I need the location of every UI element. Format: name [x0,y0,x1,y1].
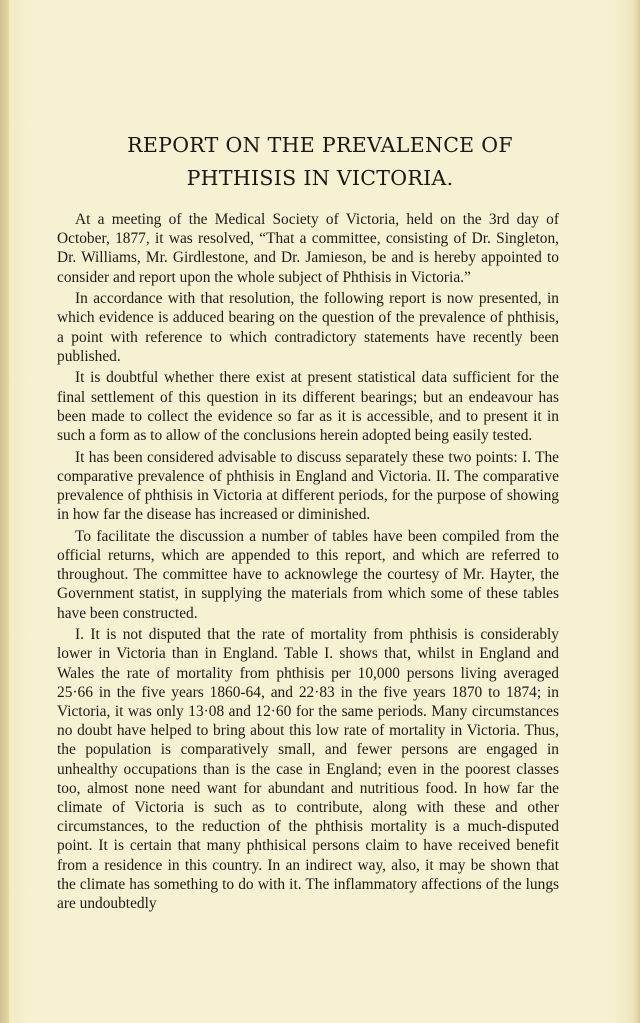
title-line-1: REPORT ON THE PREVALENCE OF [127,133,513,157]
paragraph: In accordance with that resolution, the following report is now presented, in which evidence is adduced bearing on the question of the prevalence of phthisis, a point with reference to which contradictory statements have recently been published. [57,290,559,365]
report-title [40,129,600,195]
paragraph: I. It is not disputed that the rate of mortality from phthisis is considerably lower in Victoria than in England. Table I. shows that, whilst in England and Wales the rate of mortality from phthisis per 10,000 persons living averaged 25·66 in the five years 1860-64, and 22·83 in the five years 1870 to 1874; in Victoria, it was only 13·08 and 12·60 for the same periods. Many circumstances no doubt have helped to bring about this low rate of mortality in Victoria. Thus, the population is comparatively small, and fewer persons are engaged in unhealthy occupations than is the case in England; even in the poorest classes too, almost none need want for abundant and nutritious food. In how far the climate of Victoria is such as to contribute, along with these and other circumstances, to the reduction of the phthisis mortality is a much-disputed point. It is certain that many phthisical persons claim to have received benefit from a residence in this country. In an indirect way, also, it may be shown that the climate has something to do with it. The inflammatory affections of the lungs are undoubtedly [57,626,559,913]
paragraph: At a meeting of the Medical Society of Victoria, held on the 3rd day of October, 1877, it was resolved, “That a committee, consisting of Dr. Singleton, Dr. Williams, Mr. Girdlestone, and Dr. Jamieson, be and is hereby appointed to consider and report upon the whole subject of Phthisis in Victoria.” [57,211,559,286]
paragraph: It is doubtful whether there exist at present statistical data sufficient for the final settlement of this question in its different bearings; but an endeavour has been made to collect the evidence so far as it is accessible, and to present it in such a form as to allow of the conclusions herein adopted being easily tested. [57,369,559,445]
page-edge [634,0,640,1023]
paragraph: It has been considered advisable to discuss separately these two points: I. The comparative prevalence of phthisis in England and Victoria. II. The comparative prevalence of phthisis in Victoria at different periods, for the purpose of showing in how far the disease has increased or diminished. [57,448,559,524]
paragraph: To facilitate the discussion a number of tables have been compiled from the official returns, which are appended to this report, and which are referred to throughout. The committee have to acknowlege the courtesy of Mr. Hayter, the Government statist, in supplying the materials from which some of these tables have been constructed. [57,527,559,622]
title-line-2: PHTHISIS IN VICTORIA. [186,166,454,190]
binding-edge [0,0,9,1023]
report-body [57,210,559,916]
